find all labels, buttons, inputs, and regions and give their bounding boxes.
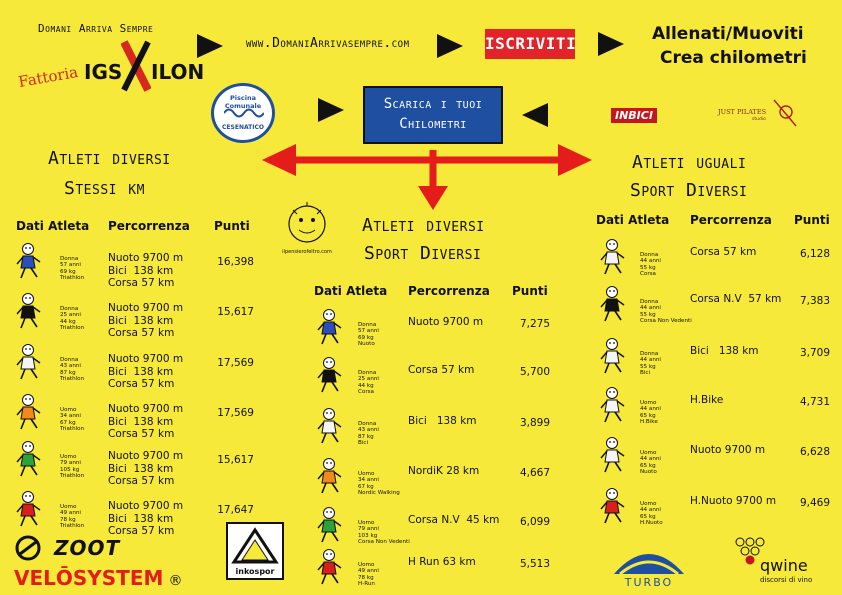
athlete-percorrenza: Nuoto 9700 m Bici 138 km Corsa 57 km: [108, 302, 184, 339]
athlete-punti: 7,275: [519, 318, 550, 330]
right-col-dati: Dati Atleta: [596, 213, 670, 227]
athlete-percorrenza: Corsa N.V 45 km: [408, 514, 500, 526]
arrow-right-icon: [437, 34, 463, 58]
doodle-face-icon: [283, 200, 331, 248]
athlete-punti: 5,513: [519, 558, 550, 570]
athlete-meta: Uomo 49 anni 78 kg H-Run: [358, 562, 379, 588]
athlete-meta: Donna 43 anni 87 kg Bici: [358, 421, 379, 447]
athlete-figure-icon: [317, 457, 343, 495]
athlete-meta: Donna 43 anni 87 kg Triathlon: [60, 357, 85, 383]
igs-text: IGS: [84, 60, 123, 84]
arrow-left-icon: [522, 103, 548, 127]
athlete-punti: 7,383: [799, 295, 830, 307]
just-pilates-logo: [718, 98, 798, 134]
athlete-meta: Donna 44 anni 55 kg Bici: [640, 351, 661, 377]
athlete-meta: Donna 57 anni 69 kg Nuoto: [358, 322, 379, 348]
athlete-figure-icon: [317, 407, 343, 445]
athlete-punti: 17,647: [217, 504, 254, 516]
athlete-meta: Donna 25 anni 44 kg Corsa: [358, 370, 379, 396]
athlete-punti: 15,617: [217, 306, 254, 318]
athlete-figure-icon: [317, 356, 343, 394]
athlete-meta: Donna 44 anni 55 kg Corsa: [640, 252, 661, 278]
inkospor-text: inkospor: [235, 567, 275, 576]
athlete-punti: 4,731: [799, 396, 830, 408]
scarica-line1: Scarica i tuoi: [383, 96, 483, 112]
turbo-wave-icon: [610, 540, 688, 578]
athlete-meta: Uomo 34 anni 67 kg Triathlon: [60, 407, 85, 433]
athlete-punti: 6,628: [799, 446, 830, 458]
turbo-logo: [610, 540, 688, 590]
piscina-logo: [211, 83, 275, 143]
athlete-percorrenza: Bici 138 km: [408, 415, 477, 427]
fattoria-text: Fattoria: [16, 62, 80, 92]
athlete-punti: 6,128: [799, 248, 830, 260]
athlete-meta: Uomo 44 anni 65 kg H.Bike: [640, 400, 661, 426]
slogan-line1: Allenati/Muoviti: [652, 24, 804, 44]
athlete-meta: Donna 44 anni 55 kg Corsa Non Vedenti: [640, 299, 692, 325]
doodle-sponsor-logo: [275, 200, 339, 260]
athlete-percorrenza: Bici 138 km: [690, 345, 759, 357]
zoot-ring-icon: [14, 534, 42, 562]
athlete-meta: Donna 25 anni 44 kg Triathlon: [60, 306, 85, 332]
athlete-percorrenza: Nuoto 9700 m Bici 138 km Corsa 57 km: [108, 252, 184, 289]
turbo-text: TURBO: [624, 576, 674, 589]
athlete-punti: 17,569: [217, 407, 254, 419]
athlete-percorrenza: H.Nuoto 9700 m: [690, 495, 777, 507]
arrow-right-icon: [318, 98, 344, 122]
athlete-figure-icon: [317, 548, 343, 586]
arrow-right-icon: [197, 34, 223, 58]
xilon-text: ILON: [151, 60, 205, 84]
athlete-figure-icon: [16, 393, 42, 431]
piscina-title: Piscina Comunale: [224, 94, 262, 110]
athlete-meta: Uomo 79 anni 105 kg Triathlon: [60, 454, 85, 480]
pilates-figure-icon: [770, 98, 798, 132]
athlete-percorrenza: Nuoto 9700 m Bici 138 km Corsa 57 km: [108, 403, 184, 440]
inbici-logo: INBICI: [611, 108, 657, 123]
right-col-punti: Punti: [794, 213, 830, 227]
athlete-percorrenza: H.Bike: [690, 394, 724, 406]
athlete-figure-icon: [16, 292, 42, 330]
athlete-figure-icon: [317, 506, 343, 544]
athlete-punti: 16,398: [217, 256, 254, 268]
left-section-subtitle: Stessi km: [64, 178, 145, 199]
just-pilates-sub: studio: [752, 117, 766, 122]
right-section-title: Atleti uguali: [632, 152, 747, 173]
scarica-km-button[interactable]: [363, 86, 503, 144]
athlete-percorrenza: Corsa 57 km: [408, 364, 475, 376]
website-link[interactable]: www.DomaniArrivasempre.com: [246, 36, 410, 51]
velosystem-text: VELŌSYSTEM: [14, 566, 164, 590]
athlete-figure-icon: [16, 490, 42, 528]
athlete-percorrenza: Corsa 57 km: [690, 246, 757, 258]
athlete-percorrenza: NordiK 28 km: [408, 465, 480, 477]
inkospor-logo: [226, 522, 284, 580]
athlete-figure-icon: [16, 440, 42, 478]
athlete-punti: 9,469: [799, 497, 830, 509]
velosystem-logo: [14, 566, 182, 590]
fattoria-igs-xilon-logo: [16, 32, 205, 102]
athlete-punti: 17,569: [217, 357, 254, 369]
just-pilates-text: JUST PILATES: [718, 108, 767, 116]
right-col-perc: Percorrenza: [690, 213, 772, 227]
athlete-percorrenza: Corsa N.V 57 km: [690, 293, 782, 305]
doodle-sponsor-text: ilpensierofeltro.com: [282, 249, 332, 255]
athlete-punti: 15,617: [217, 454, 254, 466]
brand-tagline: Domani Arriva Sempre: [38, 22, 154, 35]
athlete-punti: 4,667: [519, 467, 550, 479]
qwine-logo: [730, 536, 820, 590]
athlete-punti: 3,899: [519, 417, 550, 429]
athlete-figure-icon: [16, 343, 42, 381]
athlete-meta: Uomo 79 anni 103 kg Corsa Non Vedenti: [358, 520, 410, 546]
athlete-figure-icon: [600, 386, 626, 424]
left-col-punti: Punti: [214, 219, 250, 233]
left-col-perc: Percorrenza: [108, 219, 190, 233]
athlete-figure-icon: [16, 242, 42, 280]
piscina-subtitle: CESENATICO: [222, 124, 264, 131]
athlete-percorrenza: Nuoto 9700 m: [408, 316, 484, 328]
qwine-text: qwine: [760, 556, 808, 575]
athlete-figure-icon: [600, 337, 626, 375]
left-col-dati: Dati Atleta: [16, 219, 90, 233]
athlete-figure-icon: [317, 308, 343, 346]
scarica-line2: Chilometri: [399, 116, 467, 132]
athlete-figure-icon: [600, 285, 626, 323]
mid-col-punti: Punti: [512, 284, 548, 298]
athlete-punti: 6,099: [519, 516, 550, 528]
wave-icon: [224, 106, 264, 120]
athlete-meta: Uomo 49 anni 78 kg Triathlon: [60, 504, 85, 530]
right-section-subtitle: Sport Diversi: [630, 180, 748, 201]
mid-col-perc: Percorrenza: [408, 284, 490, 298]
x-mark-icon: [121, 38, 151, 94]
athlete-percorrenza: H Run 63 km: [408, 556, 476, 568]
athlete-percorrenza: Nuoto 9700 m Bici 138 km Corsa 57 km: [108, 450, 184, 487]
mid-section-title: Atleti diversi: [362, 215, 485, 236]
athlete-meta: Uomo 44 anni 65 kg H.Nuoto: [640, 501, 663, 527]
slogan-line2: Crea chilometri: [660, 48, 807, 68]
athlete-percorrenza: Nuoto 9700 m Bici 138 km Corsa 57 km: [108, 353, 184, 390]
athlete-meta: Uomo 44 anni 65 kg Nuoto: [640, 450, 661, 476]
mid-col-dati: Dati Atleta: [314, 284, 388, 298]
athlete-meta: Donna 57 anni 69 kg Triathlon: [60, 256, 85, 282]
athlete-punti: 3,709: [799, 347, 830, 359]
mid-section-subtitle: Sport Diversi: [364, 243, 482, 264]
athlete-percorrenza: Nuoto 9700 m Bici 138 km Corsa 57 km: [108, 500, 184, 537]
velosystem-registered: ®: [168, 573, 183, 589]
inkospor-triangle-icon: [228, 524, 282, 566]
arrow-right-icon: [598, 32, 624, 56]
left-section-title: Atleti diversi: [48, 148, 171, 169]
athlete-punti: 5,700: [519, 366, 550, 378]
qwine-subtitle: discorsi di vino: [760, 576, 813, 584]
athlete-figure-icon: [600, 487, 626, 525]
iscriviti-button[interactable]: ISCRIVITI: [485, 29, 575, 59]
athlete-percorrenza: Nuoto 9700 m: [690, 444, 766, 456]
athlete-figure-icon: [600, 436, 626, 474]
zoot-text: ZOOT: [54, 536, 121, 560]
athlete-meta: Uomo 34 anni 67 kg Nordic Walking: [358, 471, 400, 497]
athlete-figure-icon: [600, 238, 626, 276]
